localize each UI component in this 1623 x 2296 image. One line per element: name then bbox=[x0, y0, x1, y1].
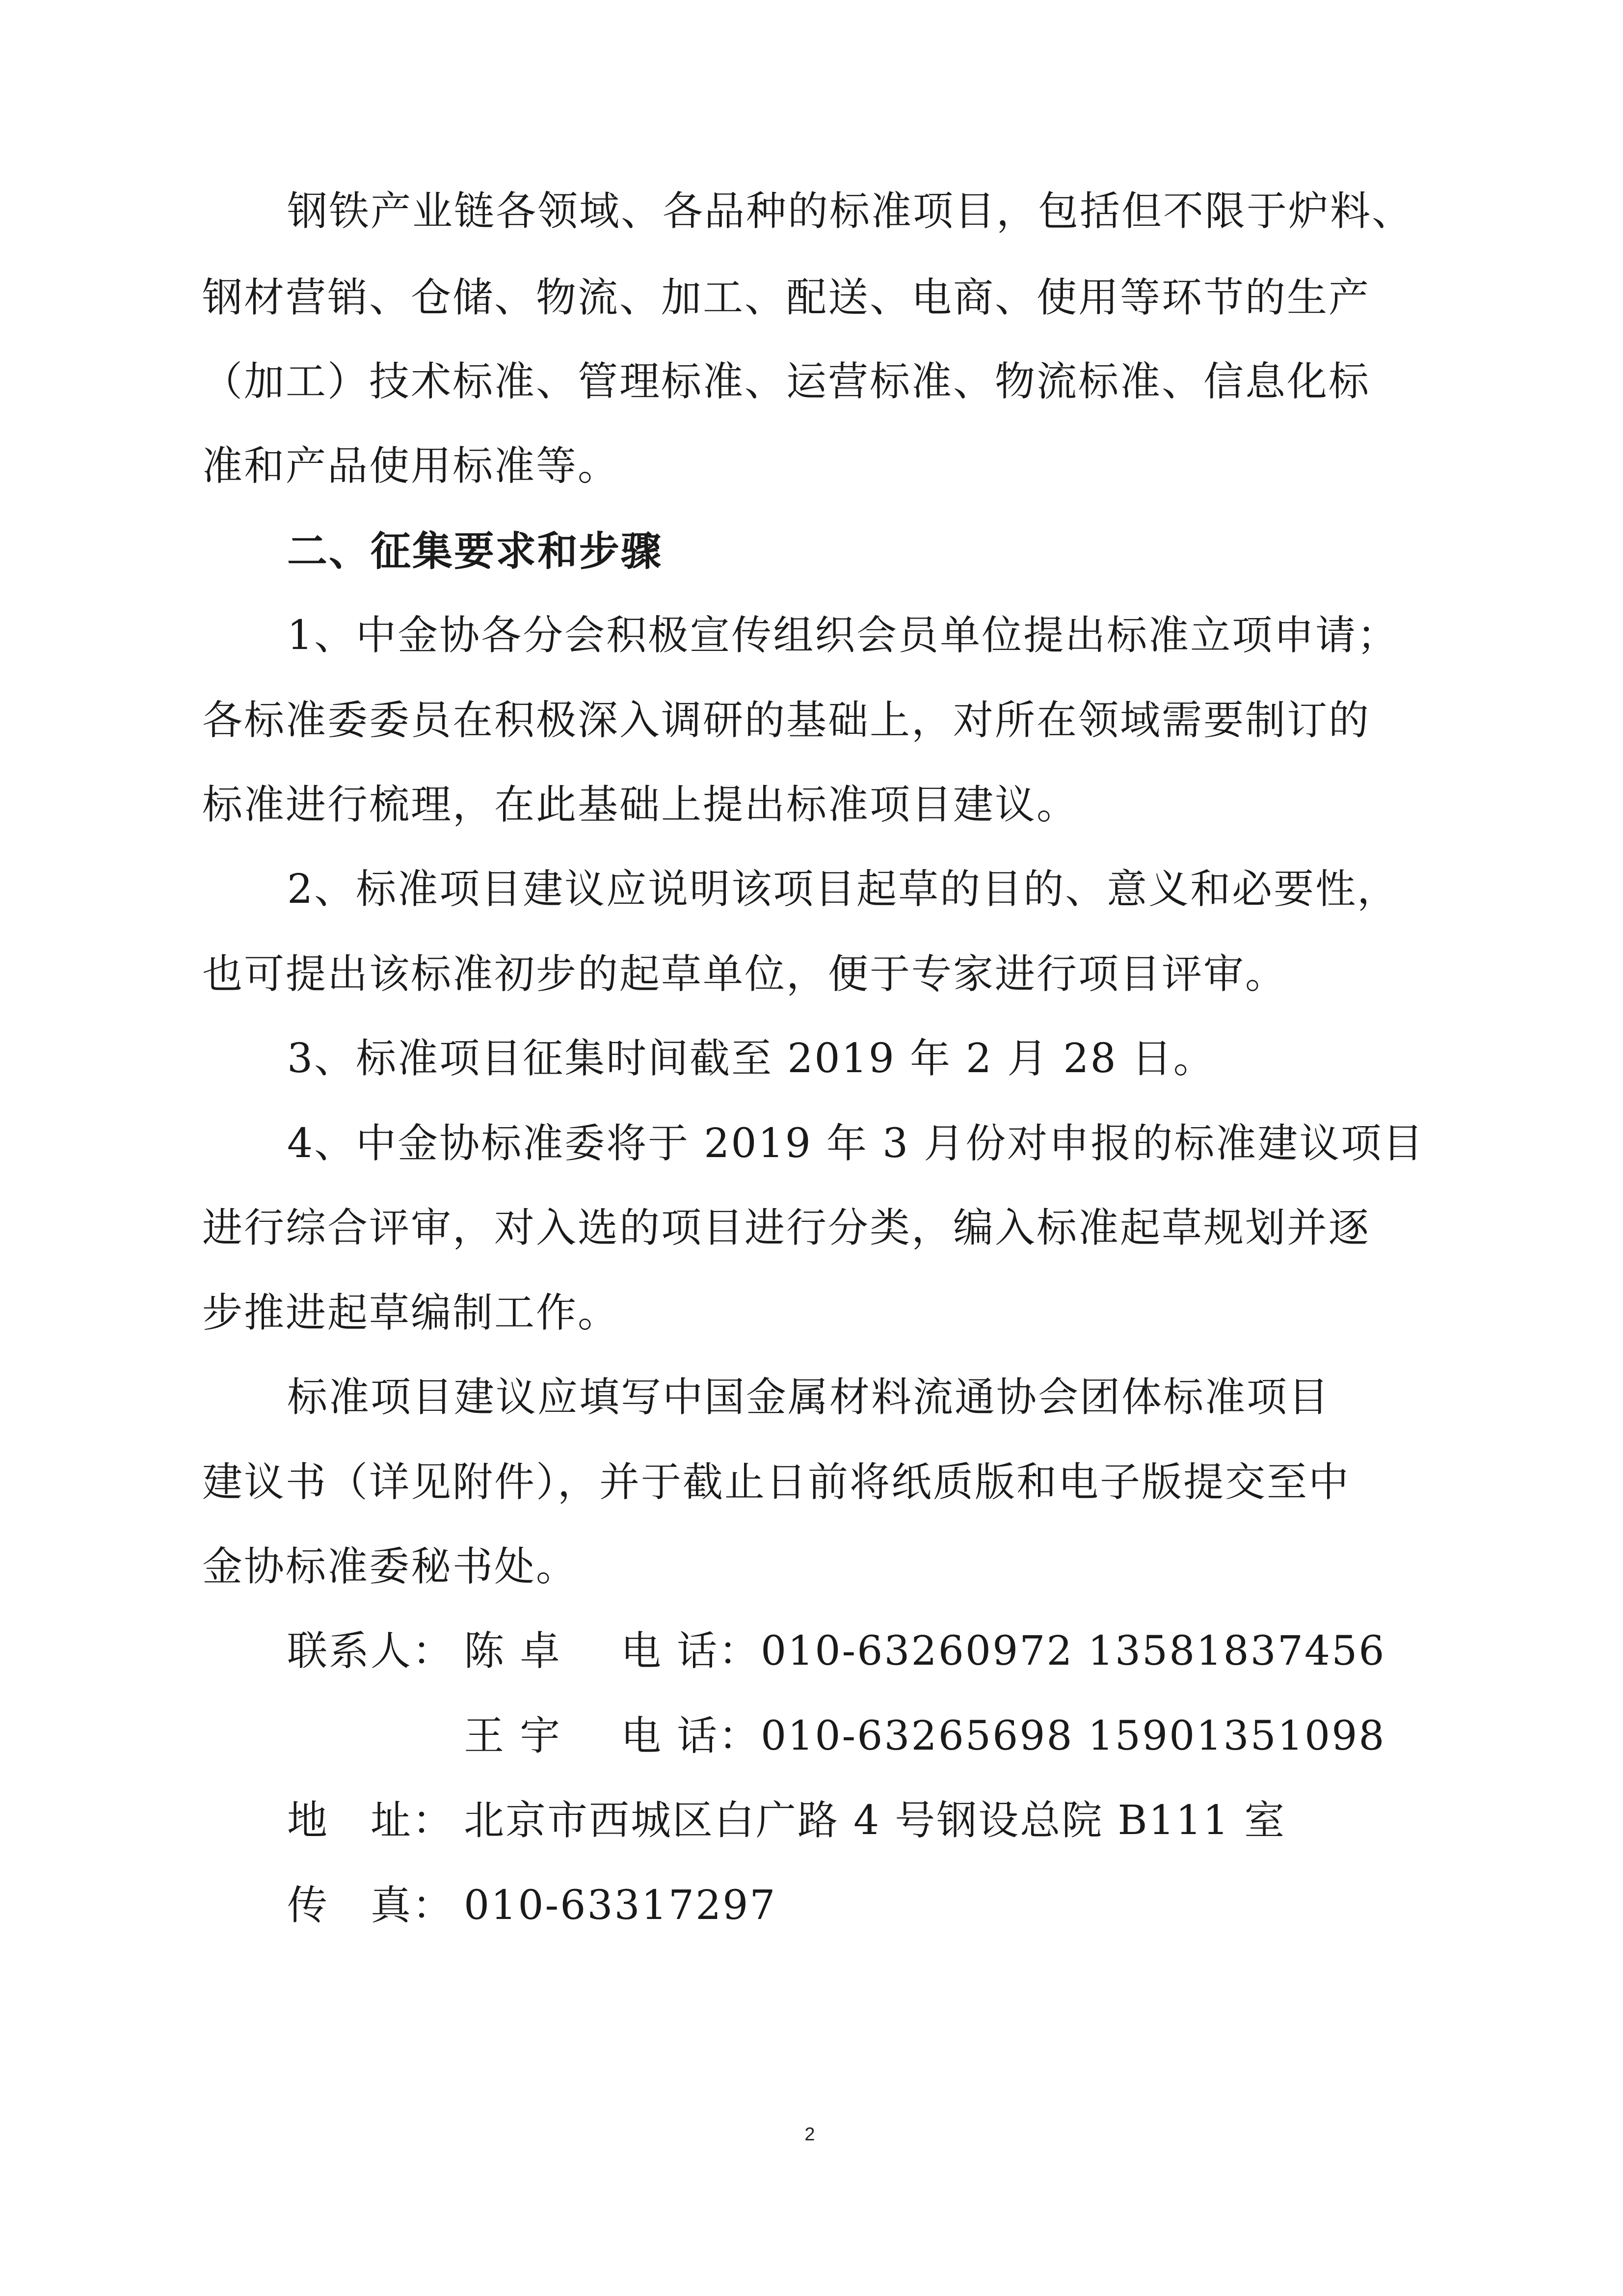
contact-phone-label-2: 电 话： bbox=[621, 1713, 761, 1759]
submission-line-2: 建议书（详见附件），并于截止日前将纸质版和电子版提交至中 bbox=[202, 1459, 1351, 1506]
fax-label: 传 真： bbox=[287, 1882, 454, 1929]
address-value: 北京市西城区白广路 4 号钢设总院 B111 室 bbox=[464, 1797, 1286, 1844]
item-3-line-1: 3、标准项目征集时间截至 2019 年 2 月 28 日。 bbox=[287, 1035, 1215, 1082]
scope-line-4: 准和产品使用标准等。 bbox=[202, 443, 620, 489]
item-1-line-2: 各标准委委员在积极深入调研的基础上，对所在领域需要制订的 bbox=[202, 697, 1371, 744]
contact-phone-label-1: 电 话： bbox=[621, 1628, 761, 1675]
submission-line-1: 标准项目建议应填写中国金属材料流通协会团体标准项目 bbox=[287, 1374, 1330, 1421]
contact-phones-2: 010-63265698 15901351098 bbox=[761, 1713, 1386, 1759]
item-2-line-1: 2、标准项目建议应说明该项目起草的目的、意义和必要性， bbox=[287, 866, 1399, 913]
contact-name-1: 陈 卓 bbox=[464, 1628, 562, 1675]
page-number: 2 bbox=[804, 2124, 815, 2145]
scope-line-3: （加工）技术标准、管理标准、运营标准、物流标准、信息化标 bbox=[202, 358, 1371, 405]
fax-value: 010-63317297 bbox=[464, 1882, 777, 1929]
scope-line-1: 钢铁产业链各领域、各品种的标准项目，包括但不限于炉料、 bbox=[287, 188, 1414, 235]
item-4-line-2: 进行综合评审，对入选的项目进行分类，编入标准起草规划并逐 bbox=[202, 1205, 1371, 1251]
contact-name-2: 王 宇 bbox=[464, 1713, 562, 1759]
contact-phones-1: 010-63260972 13581837456 bbox=[761, 1628, 1386, 1675]
submission-line-3: 金协标准委秘书处。 bbox=[202, 1543, 578, 1590]
item-1-line-1: 1、中金协各分会积极宣传组织会员单位提出标准立项申请； bbox=[287, 612, 1399, 659]
section-heading: 二、征集要求和步骤 bbox=[287, 528, 663, 575]
scope-line-2: 钢材营销、仓储、物流、加工、配送、电商、使用等环节的生产 bbox=[202, 274, 1371, 321]
item-1-line-3: 标准进行梳理，在此基础上提出标准项目建议。 bbox=[202, 782, 1079, 828]
item-2-line-2: 也可提出该标准初步的起草单位，便于专家进行项目评审。 bbox=[202, 951, 1287, 998]
address-label: 地 址： bbox=[287, 1797, 454, 1844]
item-4-line-1: 4、中金协标准委将于 2019 年 3 月份对申报的标准建议项目 bbox=[287, 1120, 1425, 1167]
contact-label: 联系人： bbox=[287, 1628, 454, 1675]
item-4-line-3: 步推进起草编制工作。 bbox=[202, 1290, 620, 1336]
